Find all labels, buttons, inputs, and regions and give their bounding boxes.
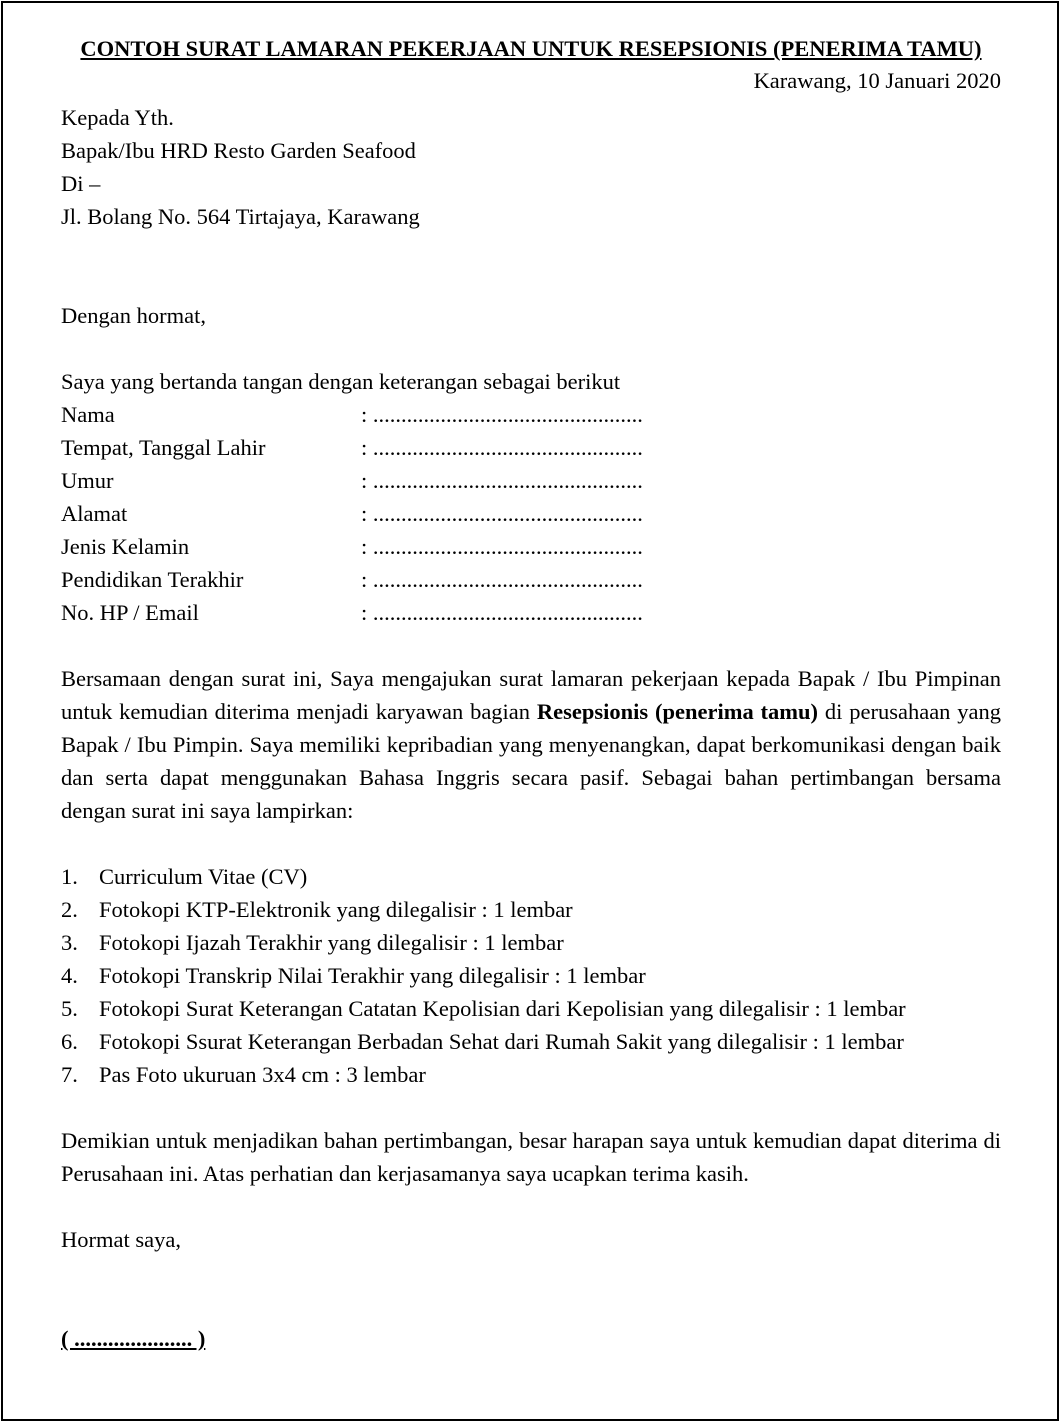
regards-line: Hormat saya, bbox=[61, 1227, 181, 1252]
field-row bbox=[61, 497, 1001, 530]
intro-line: Saya yang bertanda tangan dengan keterangan sebagai berikut bbox=[61, 369, 621, 394]
letter-page bbox=[1, 1, 1059, 1421]
field-value: : ................................................ bbox=[361, 600, 643, 625]
field-value: : ................................................ bbox=[361, 435, 643, 460]
field-row bbox=[61, 431, 1001, 464]
recipient-line: Di – bbox=[61, 171, 101, 196]
list-text: Pas Foto ukuruan 3x4 cm : 3 lembar bbox=[99, 1062, 426, 1087]
field-row bbox=[61, 563, 1001, 596]
list-text: Fotokopi Surat Keterangan Catatan Kepolisian dari Kepolisian yang dilegalisir : 1 lembar bbox=[99, 996, 906, 1021]
list-item bbox=[61, 860, 1001, 893]
list-item bbox=[61, 893, 1001, 926]
field-label: Alamat bbox=[61, 501, 128, 526]
field-row bbox=[61, 398, 1001, 431]
field-value: : ................................................ bbox=[361, 468, 643, 493]
letter-date: Karawang, 10 Januari 2020 bbox=[753, 68, 1001, 93]
list-item bbox=[61, 926, 1001, 959]
list-text: Curriculum Vitae (CV) bbox=[99, 864, 308, 889]
attachment-list bbox=[61, 860, 1001, 1091]
field-row bbox=[61, 530, 1001, 563]
field-value: : ................................................ bbox=[361, 567, 643, 592]
list-item bbox=[61, 992, 1001, 1025]
recipient-line: Kepada Yth. bbox=[61, 105, 174, 130]
greeting: Dengan hormat, bbox=[61, 303, 206, 328]
field-label: No. HP / Email bbox=[61, 600, 199, 625]
list-number: 6. bbox=[61, 1029, 78, 1054]
list-number: 1. bbox=[61, 864, 78, 889]
field-label: Tempat, Tanggal Lahir bbox=[61, 435, 266, 460]
list-text: Fotokopi Transkrip Nilai Terakhir yang dilegalisir : 1 lembar bbox=[99, 963, 646, 988]
field-value: : ................................................ bbox=[361, 501, 643, 526]
list-number: 2. bbox=[61, 897, 78, 922]
recipient-block bbox=[61, 101, 1001, 233]
body-text-start: Bersamaan dengan surat ini, Saya mengajukan surat lamaran pekerjaan kepada Bapak / Ibu Pimpinan untuk kemudian diterima menjadi karyawan bagian bbox=[61, 666, 1001, 724]
list-text: Fotokopi KTP-Elektronik yang dilegalisir : 1 lembar bbox=[99, 897, 573, 922]
letter-title: CONTOH SURAT LAMARAN PEKERJAAN UNTUK RESEPSIONIS (PENERIMA TAMU) bbox=[80, 36, 982, 61]
list-number: 4. bbox=[61, 963, 78, 988]
field-row bbox=[61, 596, 1001, 629]
letter-content bbox=[61, 33, 1001, 1355]
field-label: Pendidikan Terakhir bbox=[61, 567, 244, 592]
field-label: Jenis Kelamin bbox=[61, 534, 190, 559]
field-value: : ................................................ bbox=[361, 402, 643, 427]
body-paragraph bbox=[61, 662, 1001, 827]
field-label: Umur bbox=[61, 468, 114, 493]
recipient-line: Jl. Bolang No. 564 Tirtajaya, Karawang bbox=[61, 204, 420, 229]
list-item bbox=[61, 1058, 1001, 1091]
body-text-end: di perusahaan yang Bapak / Ibu Pimpin. Saya memiliki kepribadian yang menyenangkan, dapat berkomunikasi dengan baik dan serta dapat menggunakan Bahasa Inggris secara pasif. Sebagai bahan pertimbangan bersama dengan surat ini saya lampirkan: bbox=[61, 699, 1002, 823]
recipient-line: Bapak/Ibu HRD Resto Garden Seafood bbox=[61, 138, 416, 163]
list-number: 7. bbox=[61, 1062, 78, 1087]
personal-fields bbox=[61, 398, 1001, 629]
closing-paragraph: Demikian untuk menjadikan bahan pertimbangan, besar harapan saya untuk kemudian dapat diterima di Perusahaan ini. Atas perhatian dan kerjasamanya saya ucapkan terima kasih. bbox=[61, 1128, 1001, 1186]
list-number: 5. bbox=[61, 996, 78, 1021]
signature-placeholder: ( ..................... ) bbox=[61, 1326, 206, 1351]
list-text: Fotokopi Ijazah Terakhir yang dilegalisir : 1 lembar bbox=[99, 930, 564, 955]
field-label: Nama bbox=[61, 402, 115, 427]
list-item bbox=[61, 959, 1001, 992]
field-row bbox=[61, 464, 1001, 497]
list-item bbox=[61, 1025, 1001, 1058]
list-text: Fotokopi Ssurat Keterangan Berbadan Sehat dari Rumah Sakit yang dilegalisir : 1 lembar bbox=[99, 1029, 904, 1054]
body-text-position: Resepsionis (penerima tamu) bbox=[536, 699, 819, 724]
field-value: : ................................................ bbox=[361, 534, 643, 559]
list-number: 3. bbox=[61, 930, 78, 955]
